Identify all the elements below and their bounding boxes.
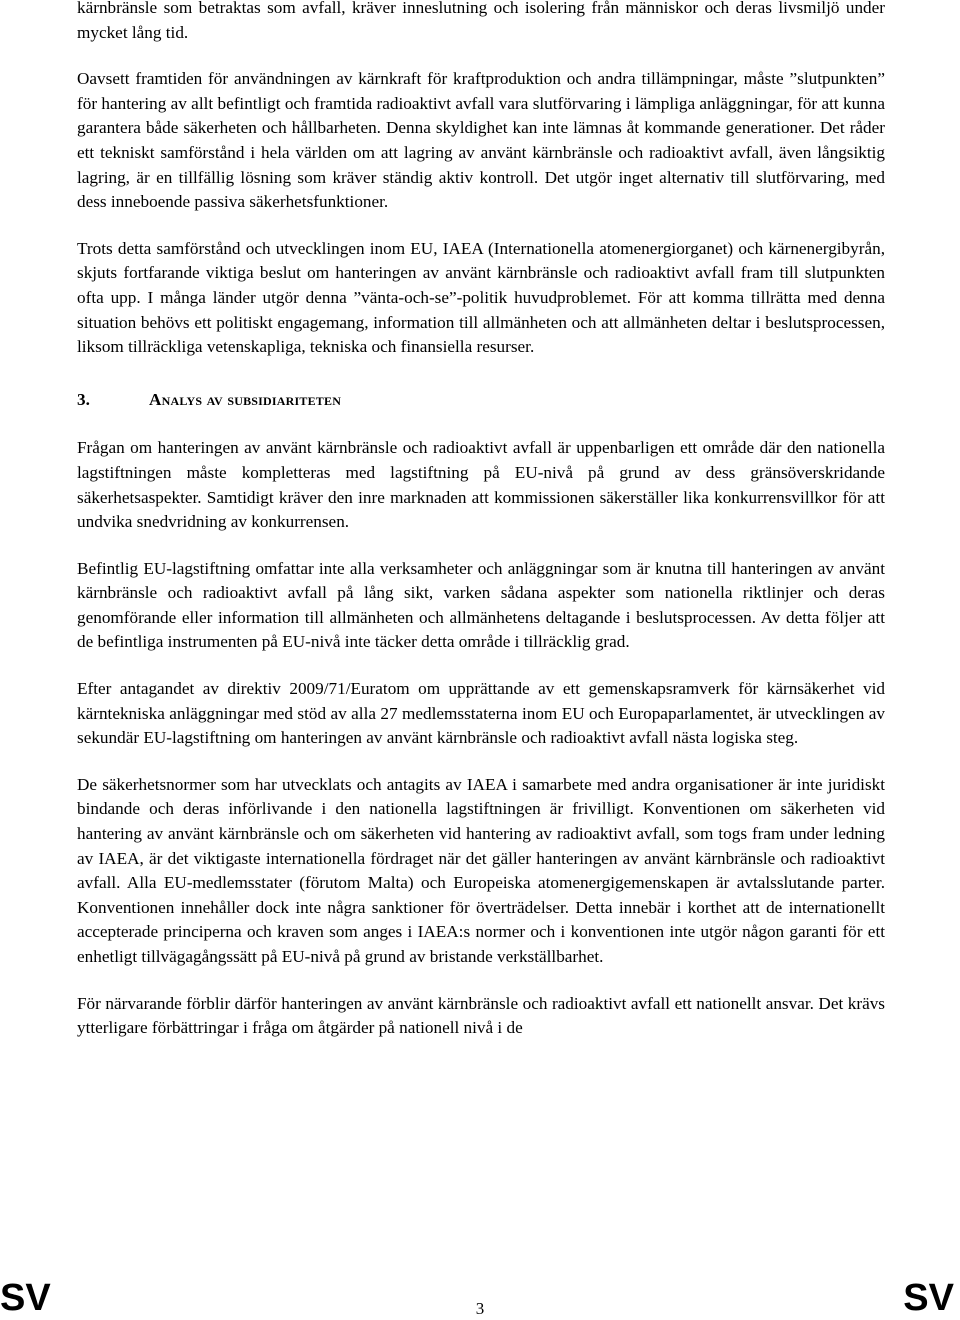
- footer-language-right: SV: [903, 1277, 954, 1319]
- paragraph-5: Befintlig EU-lagstiftning omfattar inte alla verksamheter och anläggningar som är knutna till hanteringen av använt kärnbränsle och radioaktivt avfall på lång sikt, varken sådana aspekter som nationella riktlinjer och deras genomförande eller information till allmänheten och allmänhetens deltagande i beslutsprocessen. Av detta följer att de befintliga instrumenten på EU-nivå inte täcker detta område i tillräcklig grad.: [77, 558, 885, 652]
- paragraph-1: kärnbränsle som betraktas som avfall, kräver inneslutning och isolering från människor och deras livsmiljö under mycket lång tid.: [77, 0, 885, 42]
- paragraph-7: De säkerhetsnormer som har utvecklats och antagits av IAEA i samarbete med andra organisationer är inte juridiskt bindande och deras införlivande i den nationella lagstiftningen är frivilligt. Konventionen om säkerheten vid hantering av använt kärnbränsle och om säkerheten vid hantering av radioaktivt avfall, som togs fram under ledning av IAEA, är det viktigaste internationella fördraget när det gäller hanteringen av använt kärnbränsle och radioaktivt avfall. Alla EU-medlemsstater (förutom Malta) och Europeiska atomenergigemenskapen är avtalsslutande parter. Konventionen innehåller dock inte några sanktioner för överträdelser. Detta innebär i korthet att de internationellt accepterade principerna och kraven som anges i IAEA:s normer och i konventionen inte utgör någon garanti för ett enhetligt tillvägagångssätt på EU-nivå på grund av bristande verkställbarhet.: [77, 774, 885, 966]
- footer-language-left: SV: [0, 1277, 51, 1319]
- section-number: 3.: [77, 389, 90, 409]
- section-title: Analys av subsidiariteten: [149, 389, 342, 409]
- paragraph-8: För närvarande förblir därför hanteringen av använt kärnbränsle och radioaktivt avfall ett nationellt ansvar. Det krävs ytterligare förbättringar i fråga om åtgärder på nationell nivå i de: [77, 993, 885, 1038]
- section-heading: [77, 388, 885, 413]
- paragraph-4: Frågan om hanteringen av använt kärnbränsle och radioaktivt avfall är uppenbarligen ett område där den nationella lagstiftningen måste kompletteras med lagstiftning på EU-nivå på grund av dess gränsöverskridande säkerhetsaspekter. Samtidigt kräver den inre marknaden att kommissionen säkerställer lika konkurrensvillkor för att undvika snedvridning av konkurrensen.: [77, 438, 885, 532]
- page-number: 3: [475, 1299, 485, 1318]
- document-body: [77, 0, 885, 1063]
- paragraph-2: Oavsett framtiden för användningen av kärnkraft för kraftproduktion och andra tillämpningar, måste ”slutpunkten” för hantering av allt befintligt och framtida radioaktivt avfall vara slutförvaring i lämpliga anläggningar, för att kunna garantera både säkerheten och hållbarheten. Denna skyldighet kan inte lämnas åt kommande generationer. Det råder ett tekniskt samförstånd i hela världen om att lagring av använt kärnbränsle och radioaktivt avfall, även långsiktig lagring, är en tillfällig lösning som kräver ständig aktiv kontroll. Det utgör inget alternativ till slutförvaring, med dess inneboende passiva säkerhetsfunktioner.: [77, 69, 885, 212]
- paragraph-6: Efter antagandet av direktiv 2009/71/Euratom om upprättande av ett gemenskapsramverk för kärnsäkerhet vid kärntekniska anläggningar med stöd av alla 27 medlemsstaterna inom EU och Europaparlamentet, är utvecklingen av sekundär EU-lagstiftning om hanteringen av använt kärnbränsle och radioaktivt avfall nästa logiska steg.: [77, 679, 885, 748]
- paragraph-3: Trots detta samförstånd och utvecklingen inom EU, IAEA (Internationella atomenergiorganet) och kärnenergibyrån, skjuts fortfarande viktiga beslut om hanteringen av använt kärnbränsle och radioaktivt avfall fram till slutpunkten ofta upp. I många länder utgör denna ”vänta-och-se”-politik huvudproblemet. För att komma tillrätta med denna situation behövs ett politiskt engagemang, information till allmänheten och att allmänheten deltar i beslutsprocessen, liksom tillräckliga vetenskapliga, tekniska och finansiella resurser.: [77, 238, 885, 357]
